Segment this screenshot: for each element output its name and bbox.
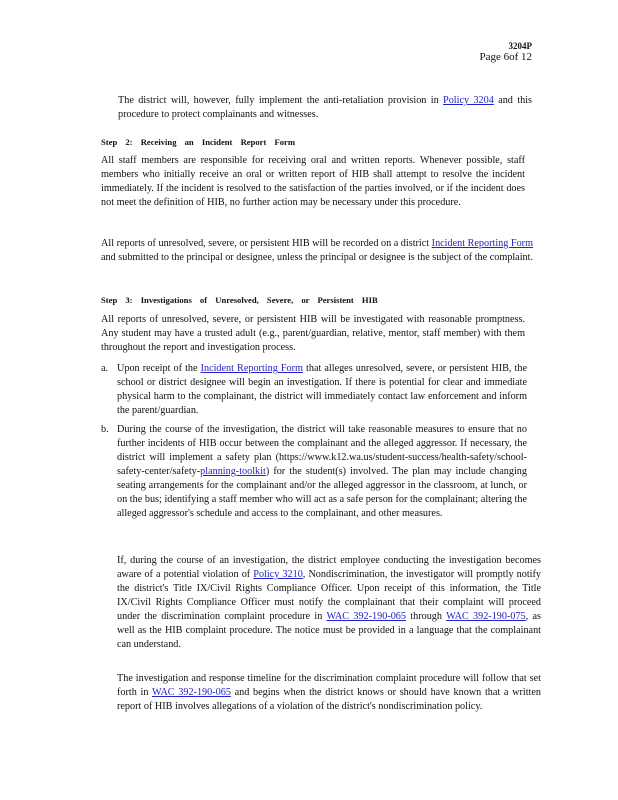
step2-text-2-pre: All reports of unresolved, severe, or persistent HIB will be recorded on a district [101,238,432,249]
planning-toolkit-link[interactable]: planning-toolkit [200,466,266,477]
step3-heading: Step 3: Investigations of Unresolved, Severe, or Persistent HIB [101,295,378,305]
incident-reporting-form-link-2[interactable]: Incident Reporting Form [200,363,303,374]
step3-paragraph-1 [101,313,525,355]
step2-heading: Step 2: Receiving an Incident Report Form [101,137,296,147]
incident-reporting-form-link[interactable]: Incident Reporting Form [431,238,533,249]
discrim-text-mid1: , Nondiscrimination, the investigator will promptly notify the district's Title IX/Civil Rights Compliance Officer. Upon receipt of this information, the Title IX/Civil Rights Compliance Officer must notify the complainant that their complaint will proceed under the discrimination complaint procedure in [117,569,541,622]
step2-paragraph-1 [101,154,525,210]
list-marker-b: b. [101,424,109,435]
step2-text-1: All staff members are responsible for receiving oral and written reports. Whenever possible, staff members who initially receive an oral or written report of HIB shall attempt to resolve the incident immediately. If the incident is resolved to the satisfaction of the parties involved, or if the incident does not meet the definition of HIB, no further action may be necessary under this procedure. [101,155,525,208]
retaliation-paragraph [118,94,532,122]
step2-paragraph-2 [101,237,533,265]
wac-392-190-065-link[interactable]: WAC 392-190-065 [326,611,406,622]
item-b-text-pre: During the course of the investigation, the district will take reasonable measures to ensure that no further incidents of HIB occur between the complainant and the alleged aggressor. If necessary, the district will implement a safety plan (https://www.k12.wa.us/student-success/health-safety/school-safety-center/safety- [117,424,527,477]
discrim-text-pre: If, during the course of an investigation, the district employee conducting the investigation becomes aware of a potential violation of [117,555,541,580]
timeline-paragraph [117,672,541,714]
list-marker-a: a. [101,363,109,374]
step2-text-2-post: and submitted to the principal or designee, unless the principal or designee is the subject of the complaint. [101,252,534,263]
discrim-text-post: , as well as the HIB complaint procedure. The notice must be provided in a language that the complainant can understand. [117,611,541,650]
timeline-text-post: and begins when the district knows or should have known that a written report of HIB involves allegations of a violation of the district's nondiscrimination policy. [117,687,541,712]
policy-code: 3204P [508,41,532,51]
page-number: Page 6of 12 [479,51,532,63]
item-a-text-pre: Upon receipt of the [117,363,201,374]
discrim-text-mid2: through [406,611,447,622]
timeline-text-pre: The investigation and response timeline for the discrimination complaint procedure will follow that set forth in [117,673,541,698]
wac-392-190-075-link[interactable]: WAC 392-190-075 [446,611,526,622]
discrimination-paragraph [117,554,541,652]
item-b-text-post: ) for the student(s) involved. The plan may include changing seating arrangements for the complainant and/or the alleged aggressor in the classroom, at lunch, or on the bus; identifying a staff member who will act as a safe person for the complainant; altering the alleged aggressor's schedule and access to the complainant, and other measures. [117,466,527,519]
retaliation-text-post: and this procedure to protect complainants and witnesses. [118,95,532,120]
retaliation-text-pre: The district will, however, fully implement the anti-retaliation provision in [118,95,444,106]
step3-text-1: All reports of unresolved, severe, or persistent HIB will be investigated with reasonable promptness. Any student may have a trusted adult (e.g., parent/guardian, relative, mentor, staff member) with them throughout the report and investigation process. [101,314,525,353]
policy-3204-link[interactable]: Policy 3204 [443,95,494,106]
list-item-b [101,423,527,521]
policy-3210-link[interactable]: Policy 3210 [253,569,303,580]
item-a-text-post: that alleges unresolved, severe, or persistent HIB, the school or district designee will begin an investigation. If there is potential for clear and immediate physical harm to the complainant, the district will immediately contact law enforcement and inform the parent/guardian. [117,363,527,416]
list-item-a [101,362,527,418]
wac-392-190-065-link-2[interactable]: WAC 392-190-065 [151,687,231,698]
